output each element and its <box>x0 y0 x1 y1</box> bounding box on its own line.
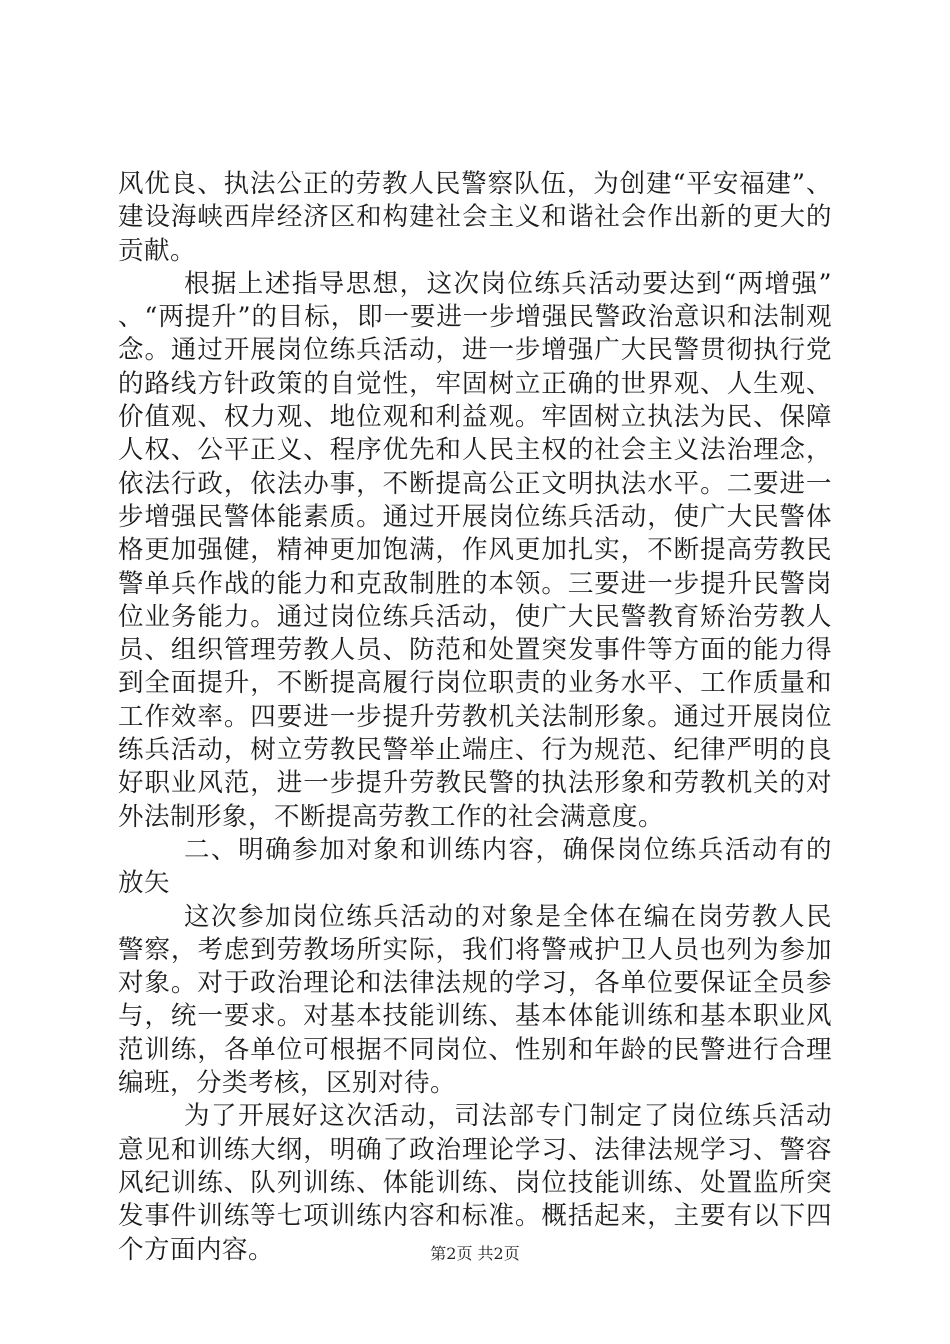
paragraph-training-content: 为了开展好这次活动，司法部专门制定了岗位练兵活动意见和训练大纲，明确了政治理论学习、法律法规学习、警容风纪训练、队列训练、体能训练、岗位技能训练、处置监所突发事件训练等七项训练内容和标准。概括起来，主要有以下四个方面内容。 <box>118 1101 832 1265</box>
page-number-footer: 第2页 共2页 <box>430 1244 520 1263</box>
paragraph-continuation: 风优良、执法公正的劳教人民警察队伍，为创建“平安福建”、建设海峡西岸经济区和构建社会主义和谐社会作出新的更大的贡献。 <box>118 169 832 266</box>
document-body <box>118 168 832 1267</box>
paragraph-goals: 根据上述指导思想，这次岗位练兵活动要达到“两增强”、“两提升”的目标，即一要进一步增强民警政治意识和法制观念。通过开展岗位练兵活动，进一步增强广大民警贯彻执行党的路线方针政策的自觉性，牢固树立正确的世界观、人生观、价值观、权力观、地位观和利益观。牢固树立执法为民、保障人权、公平正义、程序优先和人民主权的社会主义法治理念，依法行政，依法办事，不断提高公正文明执法水平。二要进一步增强民警体能素质。通过开展岗位练兵活动，使广大民警体格更加强健，精神更加饱满，作风更加扎实，不断提高劳教民警单兵作战的能力和克敌制胜的本领。三要进一步提升民警岗位业务能力。通过岗位练兵活动，使广大民警教育矫治劳教人员、组织管理劳教人员、防范和处置突发事件等方面的能力得到全面提升，不断提高履行岗位职责的业务水平、工作质量和工作效率。四要进一步提升劳教机关法制形象。通过开展岗位练兵活动，树立劳教民警举止端庄、行为规范、纪律严明的良好职业风范，进一步提升劳教民警的执法形象和劳教机关的对外法制形象，不断提高劳教工作的社会满意度。 <box>118 268 832 832</box>
paragraph-participants: 这次参加岗位练兵活动的对象是全体在编在岗劳教人民警察，考虑到劳教场所实际，我们将警戒护卫人员也列为参加对象。对于政治理论和法律法规的学习，各单位要保证全员参与，统一要求。对基本技能训练、基本体能训练和基本职业风范训练，各单位可根据不同岗位、性别和年龄的民警进行合理编班，分类考核，区别对待。 <box>118 901 832 1099</box>
section-heading: 二、明确参加对象和训练内容，确保岗位练兵活动有的放矢 <box>118 834 832 899</box>
